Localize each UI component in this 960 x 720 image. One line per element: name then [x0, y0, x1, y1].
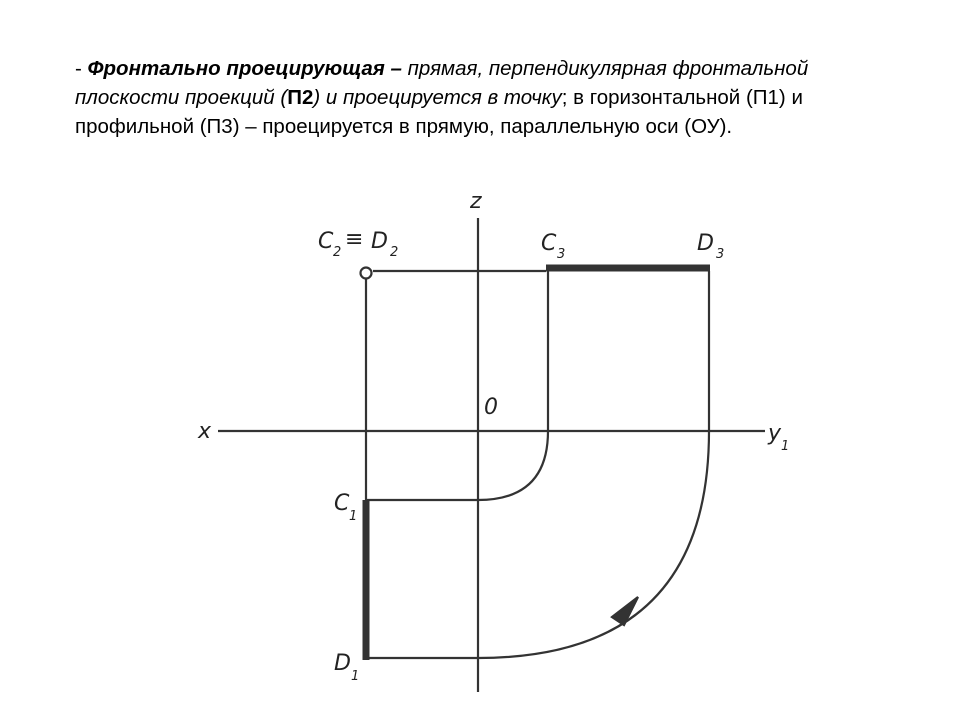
label-d2-sub: 2 — [390, 245, 399, 260]
label-d2: D — [371, 229, 388, 254]
arrow-head — [612, 597, 638, 625]
definition-part-3: ; в горизонтальной (П1) и профильной (П3) – проецируется в прямую, параллельную оси (ОУ). — [75, 86, 803, 138]
label-d3: D — [697, 231, 714, 256]
label-c3: C — [541, 231, 557, 256]
term-frontal-projecting: Фронтально проецирующая – — [87, 57, 408, 80]
label-c3-sub: 3 — [557, 247, 566, 262]
label-y1: y — [768, 421, 782, 446]
definition-part-1: прямая, перпендикулярная фронтальной плоскости проекций ( — [75, 57, 809, 109]
plane-p2: П2 — [287, 86, 314, 109]
label-z: z — [470, 189, 482, 214]
label-c2: C — [318, 229, 334, 254]
label-origin: 0 — [484, 395, 498, 420]
label-y1-sub: 1 — [781, 439, 790, 454]
label-d3-sub: 3 — [716, 247, 725, 262]
label-d1-sub: 1 — [351, 669, 360, 684]
label-c1-sub: 1 — [349, 509, 358, 524]
arc-d — [478, 271, 709, 658]
label-d1: D — [334, 651, 351, 676]
arc-c — [478, 271, 548, 500]
definition-part-2: ) и проецируется в точку — [313, 86, 562, 109]
dash: - — [75, 57, 88, 80]
label-x: x — [198, 419, 212, 444]
point-c2-d2 — [361, 268, 372, 279]
label-equiv: ≡ — [345, 227, 364, 252]
label-c1: C — [334, 491, 350, 516]
label-c2-sub: 2 — [333, 245, 342, 260]
